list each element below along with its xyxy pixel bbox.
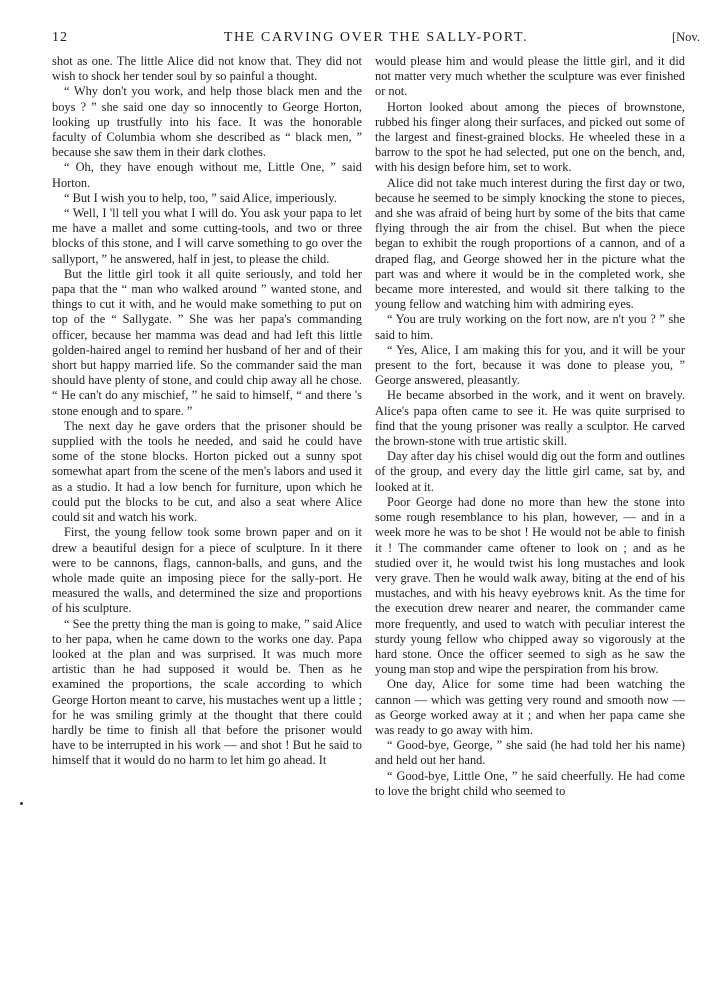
print-speck [20, 802, 23, 805]
issue-month: [Nov. [671, 30, 700, 44]
paragraph: Poor George had done no more than hew the stone into some rough resemblance to his plan, however, — and in a week more he was to be shot ! He would not be able to finish it ! The commander came oftener to look on ; and as he studied over it, he would twist his long mustaches and look very grave. Then he would walk away, biting at the end of his mustaches, and with his heavy eyebrows knit. As the time for the execution drew nearer and nearer, the commander came more frequently, and used to watch with peculiar interest the sturdy young fellow who chipped away so vigorously at the hard stone. Once the officer seemed to sigh as he saw the young man stop and wipe the perspiration from his brow. [375, 494, 685, 677]
paragraph: “ Yes, Alice, I am making this for you, and it will be your present to the fort, because it was done to please you, ” George answered, pleasantly. [375, 342, 685, 388]
paragraph: First, the young fellow took some brown paper and on it drew a beautiful design for a piece of sculpture. In it there were to be cannons, flags, cannon-balls, and guns, and the whole made quite an imposing piece for the sally-port. He measured the walls, and determined the size and proportions of his sculpture. [52, 525, 362, 616]
paragraph: The next day he gave orders that the prisoner should be supplied with the tools he needed, and said he could have some of the stone blocks. Horton picked out a sunny spot somewhat apart from the scene of the men's labors and used it as a studio. It had a low bench for furniture, upon which he could put the blocks to be cut, and also a seat where Alice could sit and watch his work. [52, 418, 362, 525]
paragraph: “ Good-bye, Little One, ” he said cheerfully. He had come to love the bright child who seemed to [375, 768, 685, 798]
right-column [375, 54, 685, 984]
page-number: 12 [52, 30, 68, 45]
paragraph: One day, Alice for some time had been watching the cannon — which was getting very round and smooth now — as George worked away at it ; and when her papa came she was ready to go away with him. [375, 677, 685, 737]
paragraph: shot as one. The little Alice did not know that. They did not wish to shock her tender soul by so painful a thought. [52, 54, 362, 84]
running-header [52, 30, 700, 50]
paragraph: “ Good-bye, George, ” she said (he had told her his name) and held out her hand. [375, 738, 685, 768]
paragraph: “ But I wish you to help, too, ” said Alice, imperiously. [64, 190, 337, 205]
paragraph: “ Oh, they have enough without me, Little One, ” said Horton. [52, 160, 362, 190]
paragraph: He became absorbed in the work, and it went on bravely. Alice's papa often came to see it. He was quite surprised to find that the young prisoner was really a sculptor. He carved the brown-stone with true artistic skill. [375, 388, 685, 449]
paragraph: “ Why don't you work, and help those black men and the boys ? ” she said one day so innocently to George Horton, looking up trustfully into his face. It was the honorable faculty of Columbia whom she described as “ black men, ” because she saw them in their dark clothes. [52, 84, 362, 160]
paragraph: “ See the pretty thing the man is going to make, ” said Alice to her papa, when he came down to the works one day. Papa looked at the plan and was surprised. It was much more artistic than he had supposed it would be. Then as he examined the proportions, the scale according to which George Horton meant to carve, his mustaches went up a little ; for he was smiling grimly at the thought that there could hardly be time to finish all that before the prisoner would have to be interrupted in his work — and shot ! But he said to himself that it would do no harm to let him go ahead. It [52, 616, 362, 768]
paragraph: Alice did not take much interest during the first day or two, because he seemed to be simply knocking the stone to pieces, and she was afraid of being hurt by some of the bits that came flying through the air from the chisel. But when the piece began to exhibit the rough proportions of a cannon, and of a draped flag, and George showed her in the picture what the part was and where it would be in the completed work, she became more interested, and would sit there talking to the young fellow and watching him with admiring eyes. [375, 175, 685, 312]
left-column [52, 54, 362, 984]
paragraph: “ Well, I 'll tell you what I will do. You ask your papa to let me have a mallet and some cutting-tools, and two or three blocks of this stone, and I will carve something to go over the sallyport, ” he answered, half in jest, to please the child. [52, 206, 362, 266]
paragraph: Day after day his chisel would dig out the form and outlines of the group, and every day the little girl came, sat by, and looked at it. [375, 449, 685, 494]
paragraph: But the little girl took it all quite seriously, and told her papa that the “ man who walked around ” wanted stone, and things to cut it with, and he would make something to put on top of the “ Sallygate. ” She was her papa's commanding officer, because her mamma was dead and had left this little golden-haired angel to remind her husband of her and of their short but happy married life. So the commander said the man should have plenty of stone, and could chip away all he chose. “ He can't do any mischief, ” he said to himself, “ and there 's stone enough and to spare. ” [52, 266, 362, 418]
running-title: THE CARVING OVER THE SALLY-PORT. [223, 30, 529, 45]
paragraph: “ You are truly working on the fort now, are n't you ? ” she said to him. [375, 312, 685, 342]
paragraph: would please him and would please the little girl, and it did not matter very much whether the sculpture was ever finished or not. [375, 54, 685, 99]
paragraph: Horton looked about among the pieces of brownstone, rubbed his finger along their surfaces, and picked out some of the largest and finest-grained blocks. He wheeled these in a barrow to the spot he had selected, put one on the bench, and, with his design before him, set to work. [375, 99, 685, 175]
